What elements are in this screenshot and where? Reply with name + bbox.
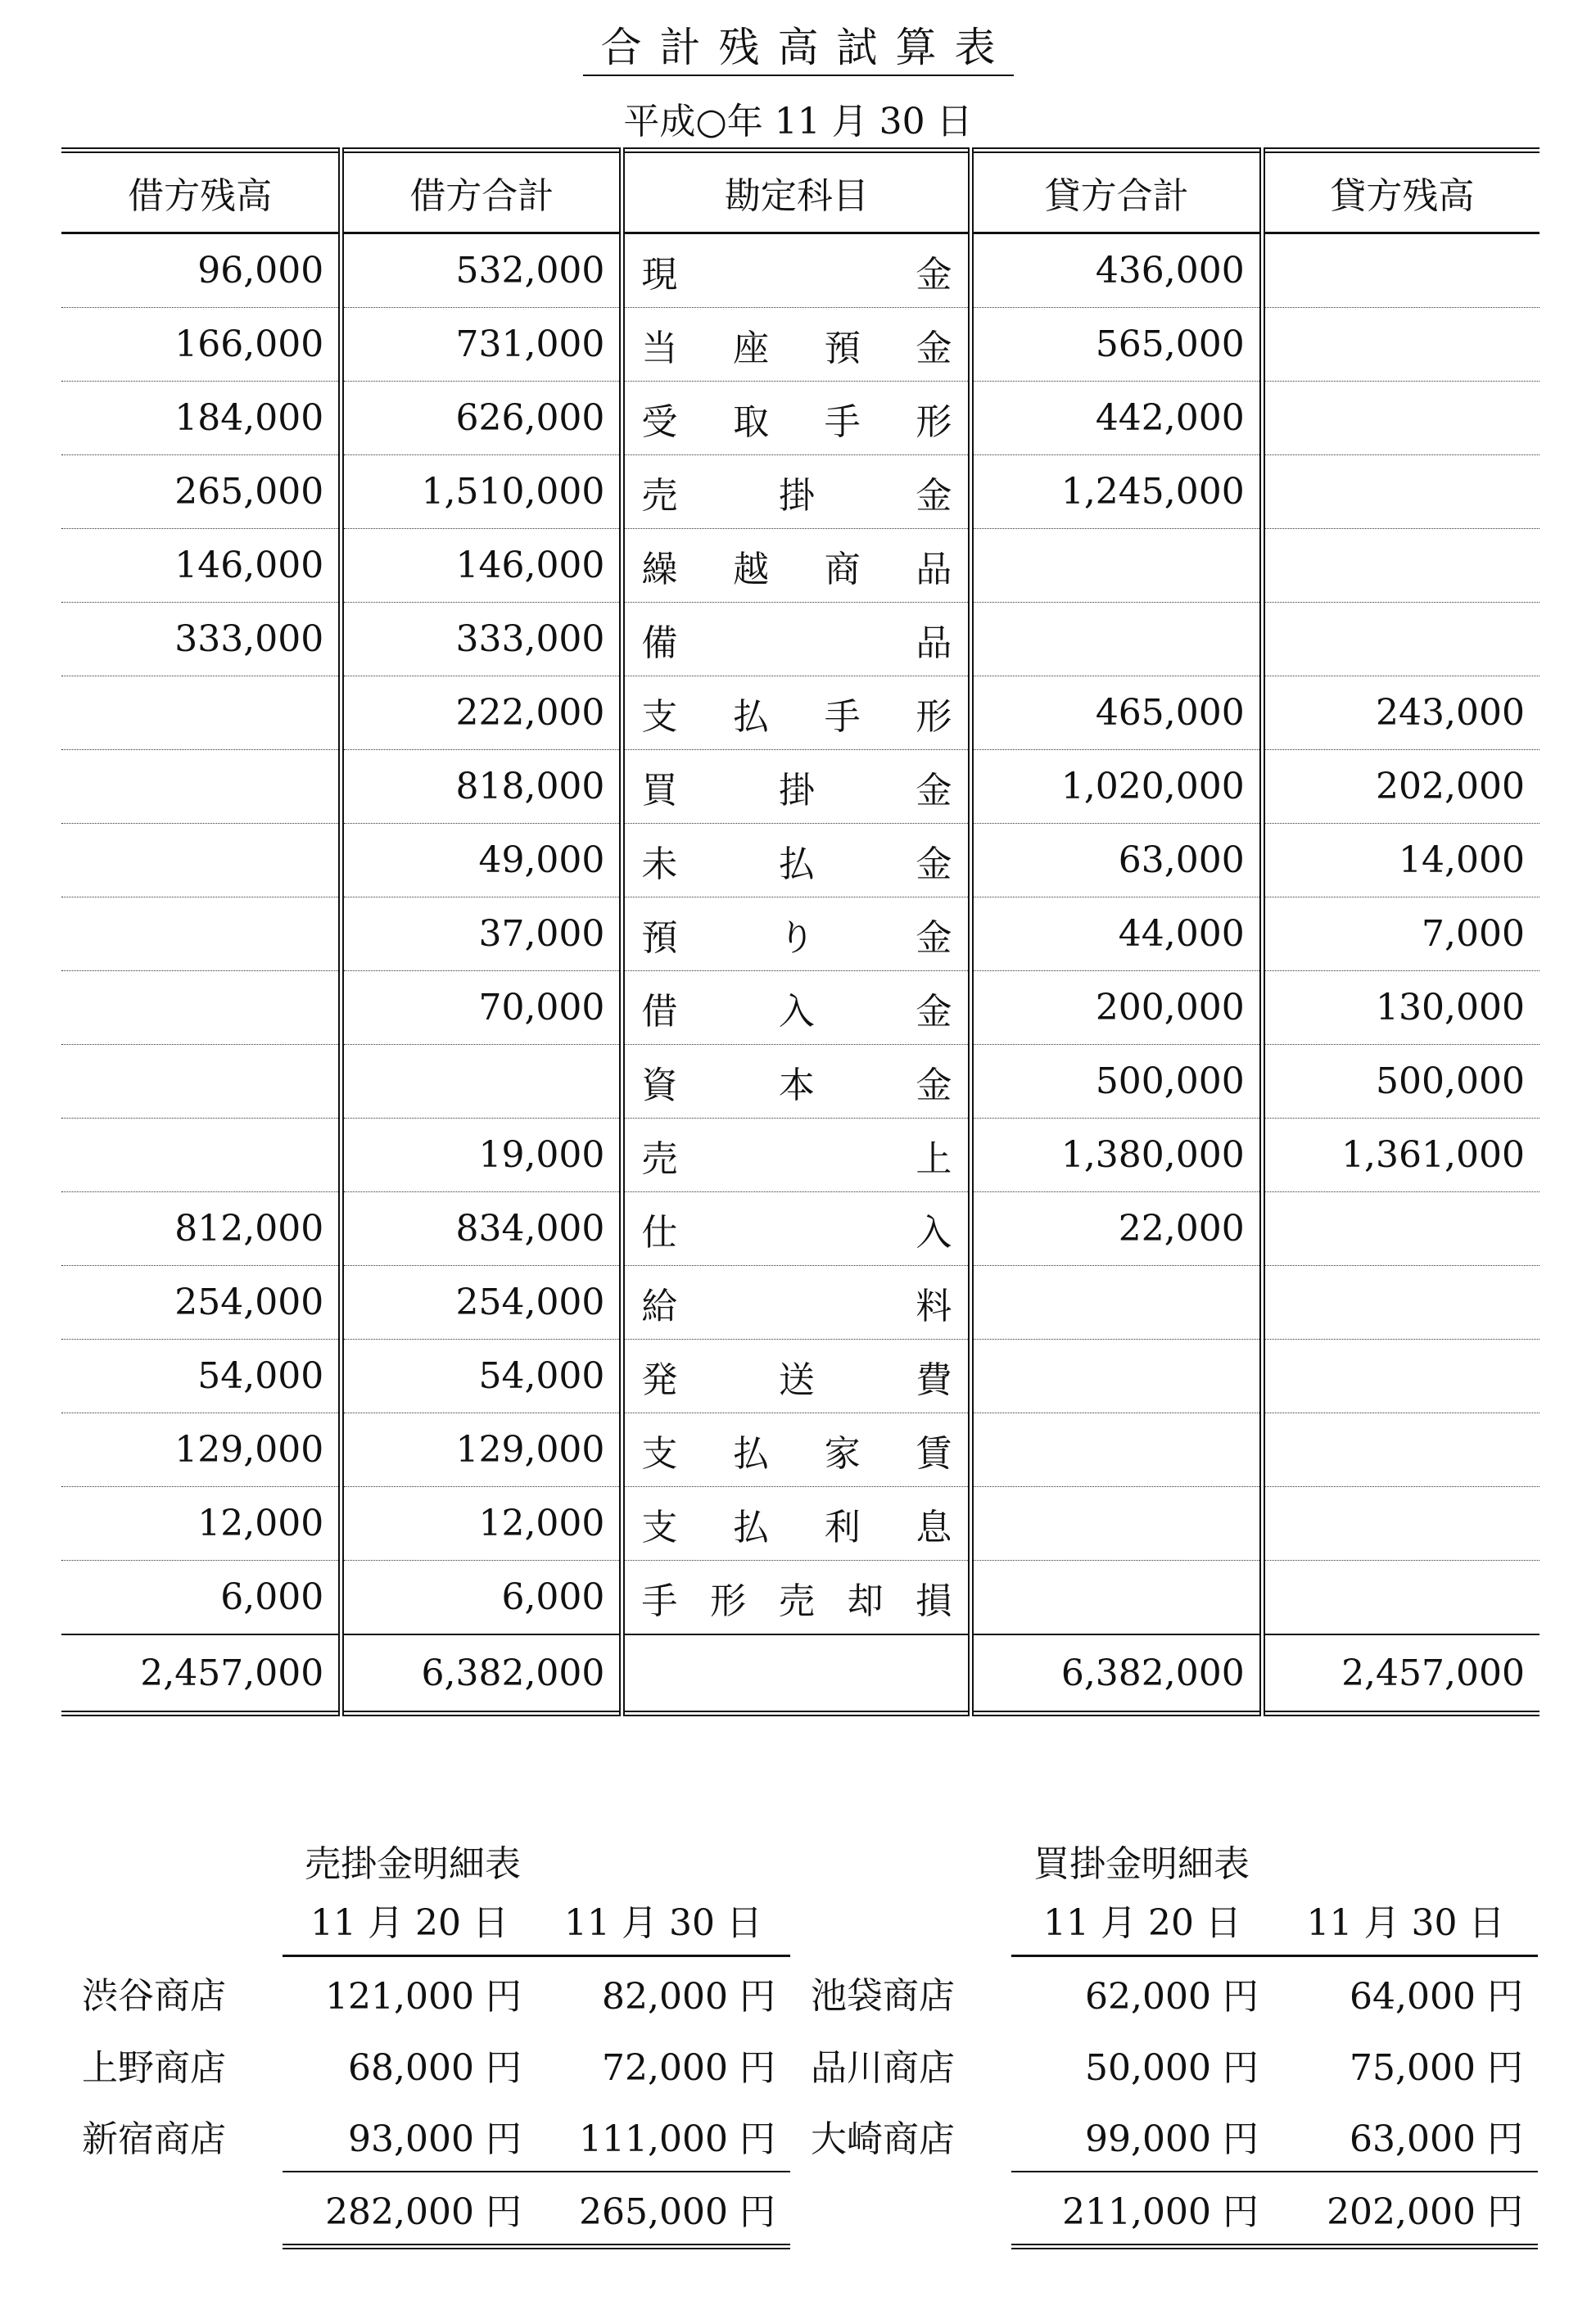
account-name-char: 入 [778, 990, 815, 1033]
account-name-char: 未 [641, 843, 678, 885]
debit-balance-cell: 146,000 [174, 545, 324, 586]
debit-total-cell: 818,000 [341, 750, 622, 824]
debit-balance-cell [61, 824, 341, 897]
credit-balance-cell [1262, 1561, 1539, 1635]
table-row [61, 529, 1539, 603]
table-row [61, 1192, 1539, 1266]
total-credit-total: 6,382,000 [1060, 1652, 1245, 1694]
account-name-cell [622, 529, 971, 603]
account-name-cell [622, 455, 971, 529]
receivables-date-2: 11 月 30 日 [536, 1883, 790, 1956]
table-row [61, 1119, 1539, 1192]
account-name-char: 預 [824, 327, 861, 369]
account-name-char: 支 [641, 695, 678, 738]
receivables-total-row [82, 2172, 790, 2247]
credit-total-cell [971, 1413, 1262, 1487]
debit-total-cell: 70,000 [341, 971, 622, 1045]
account-name-cell [622, 233, 971, 308]
amount: 72,000 円 [602, 2046, 775, 2089]
receivables-row [82, 2100, 790, 2172]
receivables-date-1: 11 月 20 日 [283, 1883, 536, 1956]
amount: 50,000 円 [1085, 2046, 1259, 2089]
receivables-total-1: 282,000 円 [283, 2172, 536, 2247]
receivables-row [82, 1956, 790, 2029]
store-name: 品川商店 [811, 2046, 955, 2089]
account-name-char: 利 [824, 1506, 861, 1548]
payables-total-2: 202,000 円 [1273, 2172, 1538, 2247]
credit-total-cell: 1,245,000 [1060, 471, 1245, 513]
payables-detail-title: 買掛金明細表 [1033, 1843, 1250, 1885]
account-name-cell [622, 308, 971, 382]
account-name-char: 金 [916, 474, 952, 517]
account-name-char: 息 [916, 1506, 952, 1548]
debit-balance-cell: 265,000 [174, 471, 324, 513]
account-name-char: 取 [733, 400, 770, 443]
debit-total-cell: 254,000 [341, 1266, 622, 1340]
credit-balance-cell [1262, 233, 1539, 308]
credit-balance-cell: 1,361,000 [1262, 1119, 1539, 1192]
debit-total-cell: 146,000 [341, 529, 622, 603]
account-name-char: 家 [824, 1432, 861, 1475]
table-row [61, 455, 1539, 529]
credit-total-cell: 1,020,000 [1060, 766, 1245, 807]
account-name-char: 形 [916, 695, 952, 738]
table-row [61, 676, 1539, 750]
payables-date-2: 11 月 30 日 [1273, 1883, 1538, 1956]
payables-date-1: 11 月 20 日 [1011, 1883, 1273, 1956]
account-name-char: 売 [641, 1137, 678, 1180]
store-name: 大崎商店 [811, 2118, 955, 2160]
credit-total-cell: 63,000 [1118, 839, 1245, 881]
debit-total-cell: 333,000 [341, 603, 622, 676]
debit-total-cell: 129,000 [341, 1413, 622, 1487]
table-row [61, 1413, 1539, 1487]
payables-row [811, 2028, 1538, 2100]
account-name-cell [622, 603, 971, 676]
payables-total-1: 211,000 円 [1011, 2172, 1273, 2247]
debit-total-cell: 626,000 [341, 382, 622, 455]
account-name-char: 金 [916, 327, 952, 369]
total-debit-total: 6,382,000 [341, 1634, 622, 1714]
account-name-char: 座 [733, 327, 770, 369]
document-title: 合計残高試算表 [0, 15, 1596, 74]
account-name-cell [622, 1192, 971, 1266]
credit-total-cell [971, 1340, 1262, 1413]
account-name-cell [622, 1561, 971, 1635]
credit-balance-cell: 202,000 [1262, 750, 1539, 824]
total-credit-balance: 2,457,000 [1262, 1634, 1539, 1714]
debit-balance-cell [61, 750, 341, 824]
credit-balance-cell [1262, 1413, 1539, 1487]
account-name-char: 払 [733, 1432, 770, 1475]
account-name-char: 手 [824, 695, 861, 738]
account-name-char: 支 [641, 1506, 678, 1548]
table-row [61, 897, 1539, 971]
account-name-char: り [778, 916, 815, 959]
credit-balance-cell [1262, 308, 1539, 382]
credit-balance-cell: 7,000 [1262, 897, 1539, 971]
account-name-char: 本 [778, 1064, 815, 1106]
debit-total-cell: 54,000 [341, 1340, 622, 1413]
account-name-char: 払 [778, 843, 815, 885]
amount: 99,000 円 [1011, 2100, 1273, 2172]
table-row [61, 824, 1539, 897]
receivables-row [82, 2028, 790, 2100]
table-row [61, 382, 1539, 455]
account-name-char: 手 [824, 400, 861, 443]
table-row [61, 1561, 1539, 1635]
account-name-char: 受 [641, 400, 678, 443]
credit-total-cell [971, 529, 1262, 603]
store-name: 渋谷商店 [82, 1974, 226, 2017]
amount: 63,000 円 [1273, 2100, 1538, 2172]
debit-balance-cell: 96,000 [197, 250, 324, 292]
credit-balance-cell [1262, 1487, 1539, 1561]
debit-balance-cell [61, 897, 341, 971]
account-name-cell [622, 676, 971, 750]
account-name-cell [622, 1119, 971, 1192]
debit-total-cell: 19,000 [341, 1119, 622, 1192]
credit-total-cell: 436,000 [1095, 250, 1245, 292]
credit-total-cell: 500,000 [1095, 1060, 1245, 1102]
amount: 62,000 円 [1085, 1975, 1259, 2018]
account-name-char: 借 [641, 990, 678, 1033]
account-name-char: 備 [641, 622, 678, 664]
account-name-char: 掛 [778, 474, 815, 517]
debit-total-cell [341, 1045, 622, 1119]
account-name-char: 形 [916, 400, 952, 443]
account-name-cell [622, 382, 971, 455]
table-row [61, 1266, 1539, 1340]
credit-balance-cell [1262, 529, 1539, 603]
debit-balance-cell: 166,000 [174, 323, 324, 365]
amount: 121,000 円 [325, 1975, 522, 2018]
header-account: 勘定科目 [622, 151, 971, 233]
account-name-char: 商 [824, 548, 861, 590]
debit-balance-cell: 129,000 [174, 1429, 324, 1471]
account-name-char: 現 [641, 253, 678, 296]
receivables-header-row [82, 1883, 790, 1956]
receivables-detail-title: 売掛金明細表 [305, 1843, 521, 1885]
table-row [61, 1045, 1539, 1119]
payables-detail-table [811, 1883, 1538, 2249]
account-name-char: 却 [847, 1580, 884, 1622]
credit-total-cell: 1,380,000 [1060, 1134, 1245, 1176]
account-name-char: 賃 [916, 1432, 952, 1475]
account-name-char: 越 [733, 548, 770, 590]
debit-total-cell: 222,000 [341, 676, 622, 750]
account-name-char: 金 [916, 843, 952, 885]
table-row [61, 233, 1539, 308]
debit-balance-cell [61, 971, 341, 1045]
account-name-char: 入 [916, 1211, 952, 1254]
account-name-char: 損 [916, 1580, 952, 1622]
debit-balance-cell [61, 676, 341, 750]
account-name-char: 金 [916, 769, 952, 811]
account-name-cell [622, 1045, 971, 1119]
account-name-char: 払 [733, 1506, 770, 1548]
credit-total-cell: 44,000 [1118, 913, 1245, 955]
table-header-row [61, 151, 1539, 233]
receivables-detail-table [82, 1883, 790, 2249]
account-name-char: 掛 [778, 769, 815, 811]
debit-total-cell: 834,000 [341, 1192, 622, 1266]
account-name-char: 払 [733, 695, 770, 738]
account-name-char: 金 [916, 1064, 952, 1106]
debit-total-cell: 12,000 [341, 1487, 622, 1561]
credit-total-cell [971, 1561, 1262, 1635]
account-name-char: 資 [641, 1064, 678, 1106]
account-name-cell [622, 897, 971, 971]
credit-balance-cell [1262, 1266, 1539, 1340]
account-name-cell [622, 1340, 971, 1413]
debit-total-cell: 6,000 [341, 1561, 622, 1635]
account-name-char: 料 [916, 1285, 952, 1327]
account-name-char: 発 [641, 1358, 678, 1401]
debit-total-cell: 49,000 [341, 824, 622, 897]
credit-total-cell [971, 1266, 1262, 1340]
header-debit-balance: 借方残高 [128, 175, 273, 217]
debit-balance-cell: 12,000 [197, 1503, 324, 1544]
debit-balance-cell: 6,000 [220, 1576, 324, 1618]
account-name-char: 品 [916, 548, 952, 590]
credit-balance-cell [1262, 1192, 1539, 1266]
debit-balance-cell: 254,000 [174, 1282, 324, 1323]
account-name-char: 形 [710, 1580, 747, 1622]
amount: 93,000 円 [283, 2100, 536, 2172]
credit-total-cell: 565,000 [1095, 323, 1245, 365]
debit-balance-cell: 812,000 [174, 1208, 324, 1250]
account-name-cell [622, 1413, 971, 1487]
total-account [622, 1634, 971, 1714]
table-row [61, 1487, 1539, 1561]
debit-total-cell: 532,000 [341, 233, 622, 308]
debit-balance-cell: 333,000 [174, 618, 324, 660]
store-name: 上野商店 [82, 2046, 226, 2089]
debit-total-cell: 731,000 [341, 308, 622, 382]
account-name-char: 仕 [641, 1211, 678, 1254]
credit-balance-cell [1262, 603, 1539, 676]
account-name-char: 買 [641, 769, 678, 811]
credit-balance-cell [1262, 382, 1539, 455]
credit-total-cell: 442,000 [1095, 397, 1245, 439]
account-name-char: 手 [641, 1580, 678, 1622]
credit-balance-cell [1262, 455, 1539, 529]
credit-balance-cell: 130,000 [1262, 971, 1539, 1045]
store-name: 池袋商店 [811, 1974, 955, 2017]
receivables-total-2: 265,000 円 [536, 2172, 790, 2247]
account-name-char: 支 [641, 1432, 678, 1475]
account-name-char: 金 [916, 990, 952, 1033]
table-row [61, 971, 1539, 1045]
debit-balance-cell: 54,000 [197, 1355, 324, 1397]
document-date: 平成○年 11 月 30 日 [623, 101, 973, 142]
account-name-char: 繰 [641, 548, 678, 590]
account-name-char: 金 [916, 253, 952, 296]
credit-total-cell: 22,000 [1118, 1208, 1245, 1250]
header-credit-balance: 貸方残高 [1262, 151, 1539, 233]
account-name-char: 当 [641, 327, 678, 369]
account-name-char: 給 [641, 1285, 678, 1327]
account-name-cell [622, 824, 971, 897]
total-debit-balance: 2,457,000 [140, 1652, 324, 1694]
table-row [61, 1340, 1539, 1413]
amount: 82,000 円 [602, 1975, 775, 2018]
payables-total-row [811, 2172, 1538, 2247]
account-name-char: 品 [916, 622, 952, 664]
table-row [61, 603, 1539, 676]
credit-balance-cell: 243,000 [1262, 676, 1539, 750]
credit-total-cell [971, 1487, 1262, 1561]
table-row [61, 308, 1539, 382]
account-name-char: 送 [778, 1358, 815, 1401]
debit-total-cell: 1,510,000 [341, 455, 622, 529]
credit-balance-cell [1262, 1340, 1539, 1413]
payables-header-row [811, 1883, 1538, 1956]
credit-total-cell: 200,000 [1095, 987, 1245, 1028]
credit-total-cell [971, 603, 1262, 676]
account-name-char: 売 [778, 1580, 815, 1622]
credit-balance-cell: 14,000 [1262, 824, 1539, 897]
debit-balance-cell [61, 1119, 341, 1192]
account-name-char: 金 [916, 916, 952, 959]
payables-row [811, 2100, 1538, 2172]
trial-balance-table [61, 147, 1539, 1716]
credit-total-cell: 465,000 [1095, 692, 1245, 734]
account-name-char: 売 [641, 474, 678, 517]
debit-balance-cell [61, 1045, 341, 1119]
credit-balance-cell: 500,000 [1262, 1045, 1539, 1119]
account-name-cell [622, 750, 971, 824]
account-name-char: 上 [916, 1137, 952, 1180]
account-name-char: 預 [641, 916, 678, 959]
account-name-cell [622, 1487, 971, 1561]
account-name-char: 費 [916, 1358, 952, 1401]
amount: 68,000 円 [348, 2046, 522, 2089]
table-row [61, 750, 1539, 824]
account-name-cell [622, 971, 971, 1045]
payables-row [811, 1956, 1538, 2029]
store-name: 新宿商店 [82, 2118, 226, 2160]
header-credit-total: 貸方合計 [1044, 175, 1189, 217]
account-name-cell [622, 1266, 971, 1340]
amount: 64,000 円 [1350, 1975, 1523, 2018]
amount: 75,000 円 [1350, 2046, 1523, 2089]
totals-row [61, 1634, 1539, 1714]
debit-balance-cell: 184,000 [174, 397, 324, 439]
header-debit-total: 借方合計 [341, 151, 622, 233]
debit-total-cell: 37,000 [341, 897, 622, 971]
amount: 111,000 円 [536, 2100, 790, 2172]
